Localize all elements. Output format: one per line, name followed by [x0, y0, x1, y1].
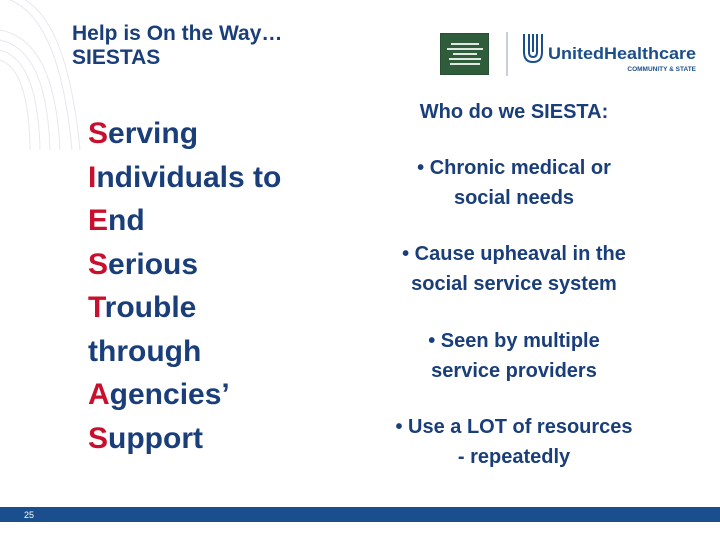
bullet-item [352, 153, 676, 213]
bullet-line: - repeatedly [457, 446, 571, 468]
acronym-line [88, 112, 348, 156]
acronym-initial: I [88, 160, 97, 194]
acronym-initial: S [88, 117, 109, 150]
acronym-initial: A [88, 378, 110, 411]
green-emblem-logo [440, 33, 489, 75]
acronym-rest: ndividuals to [96, 160, 282, 194]
acronym-rest: erving [108, 117, 199, 150]
acronym-rest: through [88, 334, 202, 368]
bullet-line: • Chronic medical or [417, 157, 611, 179]
slide-title-line1: Help is On the Way… [72, 22, 283, 45]
unitedhealthcare-logo [520, 30, 700, 80]
bullet-item [352, 326, 676, 386]
uhc-tagline: COMMUNITY & STATE [627, 66, 696, 73]
uhc-u-mark-icon [524, 34, 542, 62]
footer-bar [0, 507, 720, 522]
bullet-line: • Use a LOT of resources [395, 416, 633, 438]
acronym-rest: rouble [104, 291, 197, 324]
acronym-rest: nd [108, 204, 145, 237]
acronym-rest: erious [108, 247, 199, 281]
acronym-line [88, 243, 348, 287]
uhc-name: UnitedHealthcare [548, 44, 696, 63]
bullet-item [352, 239, 676, 299]
bullet-line: • Seen by multiple [428, 330, 600, 352]
bullet-line: • Cause upheaval in the [402, 243, 626, 265]
siestas-acronym-list [88, 112, 348, 460]
acronym-rest: gencies’ [109, 378, 230, 411]
acronym-line [88, 286, 348, 330]
slide-title-line2: SIESTAS [72, 46, 161, 69]
acronym-initial: S [88, 247, 109, 281]
acronym-initial: E [88, 204, 109, 237]
acronym-line [88, 330, 348, 374]
bullet-line: social needs [453, 187, 575, 209]
right-heading: Who do we SIESTA: [419, 101, 609, 123]
acronym-rest: upport [108, 421, 203, 455]
acronym-initial: S [88, 421, 109, 455]
logo-divider [506, 32, 508, 76]
page-number: 25 [24, 510, 35, 520]
bullet-line: social service system [411, 273, 617, 295]
acronym-line [88, 373, 348, 417]
acronym-line [88, 156, 348, 200]
bullet-item [352, 412, 676, 472]
slide-title [72, 22, 282, 70]
acronym-line [88, 417, 348, 461]
bullet-line: service providers [431, 360, 597, 382]
acronym-line [88, 199, 348, 243]
acronym-initial: T [88, 291, 105, 324]
